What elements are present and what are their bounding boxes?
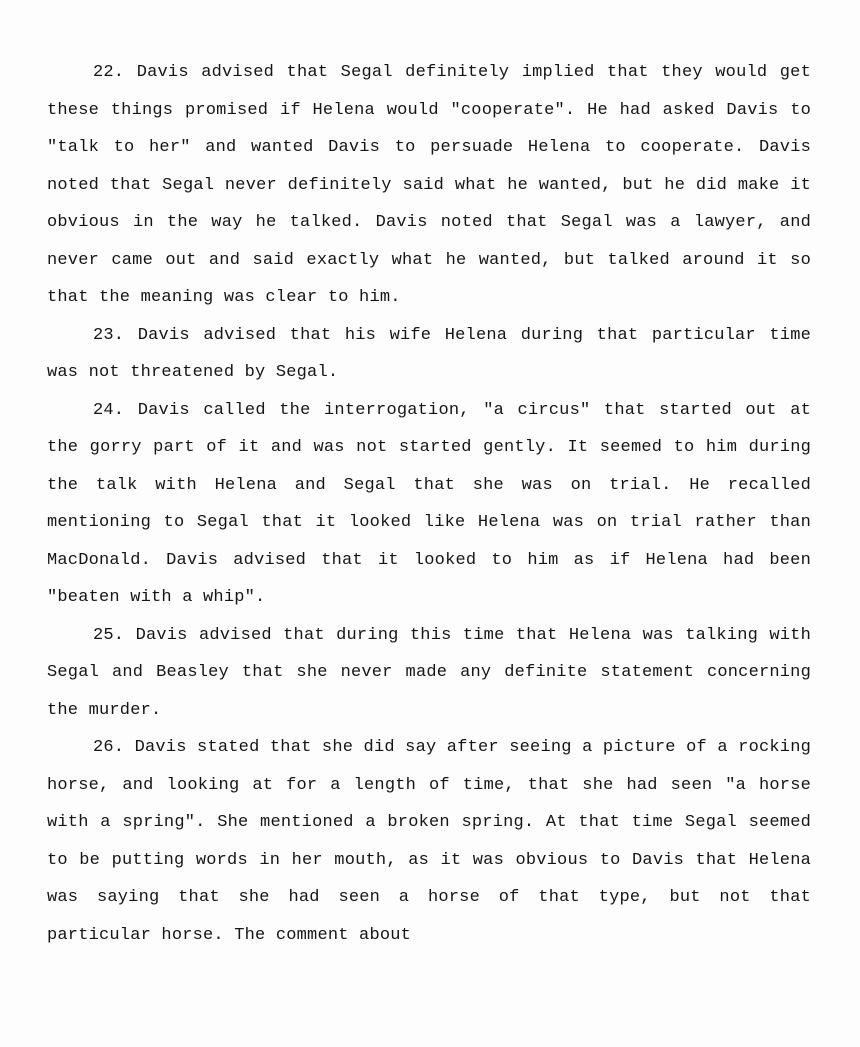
paragraph-26: 26. Davis stated that she did say after seeing a picture of a rocking horse, and looking at for a length of time, that she had seen "a horse with a spring". She mentioned a broken spring. At that time Segal seemed to be putting words in her mouth, as it was obvious to Davis that Helena was saying that she had seen a horse of that type, but not that particular horse. The comment about <box>47 738 811 945</box>
document-body <box>47 54 811 954</box>
paragraph-25: 25. Davis advised that during this time that Helena was talking with Segal and Beasley that she never made any definite statement concerning the murder. <box>47 625 811 720</box>
paragraph-23: 23. Davis advised that his wife Helena during that particular time was not threatened by Segal. <box>47 325 811 382</box>
paragraph-22: 22. Davis advised that Segal definitely implied that they would get these things promised if Helena would "cooperate". He had asked Davis to "talk to her" and wanted Davis to persuade Helena to cooperate. Davis noted that Segal never definitely said what he wanted, but he did make it obvious in the way he talked. Davis noted that Segal was a lawyer, and never came out and said exactly what he wanted, but talked around it so that the meaning was clear to him. <box>47 63 811 307</box>
paragraph-24: 24. Davis called the interrogation, "a circus" that started out at the gorry part of it and was not started gently. It seemed to him during the talk with Helena and Segal that she was on trial. He recalled mentioning to Segal that it looked like Helena was on trial rather than MacDonald. Davis advised that it looked to him as if Helena had been "beaten with a whip". <box>47 400 811 607</box>
